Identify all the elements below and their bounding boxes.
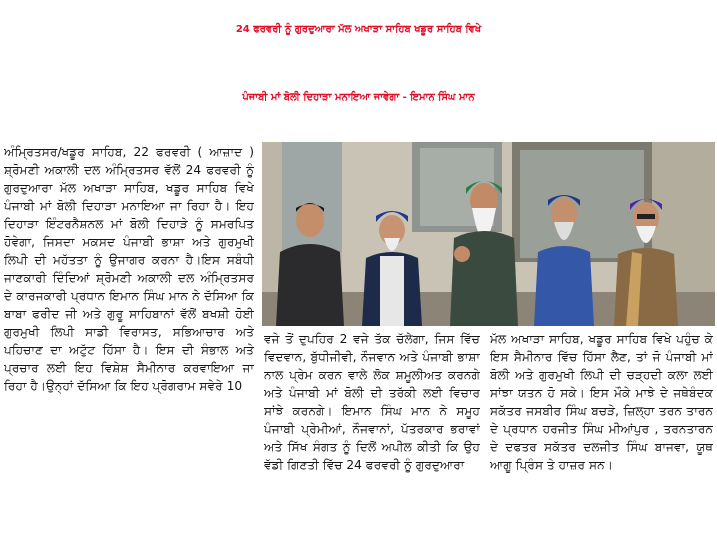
article-column-1: ਅੰਮ੍ਰਿਤਸਰ/ਖਡੂਰ ਸਾਹਿਬ, 22 ਫਰਵਰੀ ( ਆਜ਼ਾਦ ) ਸ਼੍ਰੋਮਣੀ ਅਕਾਲੀ ਦਲ ਅੰਮ੍ਰਿਤਸਰ ਵੱਲੋਂ 24 ਫਰਵਰੀ ਨੂੰ ਗੁਰਦੁਆਰਾ ਮੱਲ ਅਖਾੜਾ ਸਾਹਿਬ, ਖਡੂਰ ਸਾਹਿਬ ਵਿਖੇ ਪੰਜਾਬੀ ਮਾਂ ਬੋਲੀ ਦਿਹਾੜਾ ਮਨਾਇਆ ਜਾ ਰਿਹਾ ਹੈ। ਇਹ ਦਿਹਾੜਾ ਇੰਟਰਨੈਸ਼ਨਲ ਮਾਂ ਬੋਲੀ ਦਿਹਾੜੇ ਨੂੰ ਸਮਰਪਿਤ ਹੋਵੇਗਾ, ਜਿਸਦਾ ਮਕਸਦ ਪੰਜਾਬੀ ਭਾਸ਼ਾ ਅਤੇ ਗੁਰਮੁਖੀ ਲਿਪੀ ਦੀ ਮਹੱਤਤਾ ਨੂੰ ਉਜਾਗਰ ਕਰਨਾ ਹੈ।ਇਸ ਸਬੰਧੀ ਜਾਣਕਾਰੀ ਦਿੰਦਿਆਂ ਸ਼੍ਰੋਮਣੀ ਅਕਾਲੀ ਦਲ ਅੰਮ੍ਰਿਤਸਰ ਦੇ ਕਾਰਜਕਾਰੀ ਪ੍ਰਧਾਨ ਇਮਾਨ ਸਿੰਘ ਮਾਨ ਨੇ ਦੱਸਿਆ ਕਿ ਬਾਬਾ ਫਰੀਦ ਜੀ ਅਤੇ ਗੁਰੂ ਸਾਹਿਬਾਨਾਂ ਵੱਲੋਂ ਬਖਸ਼ੀ ਹੋਈ ਗੁਰਮੁਖੀ ਲਿਪੀ ਸਾਡੀ ਵਿਰਾਸਤ, ਸਭਿਆਚਾਰ ਅਤੇ ਪਹਿਚਾਣ ਦਾ ਅਟੁੱਟ ਹਿੱਸਾ ਹੈ। ਇਸ ਦੀ ਸੰਭਾਲ ਅਤੇ ਪ੍ਰਚਾਰ ਲਈ ਇਹ ਵਿਸ਼ੇਸ਼ ਸੈਮੀਨਾਰ ਕਰਵਾਇਆ ਜਾ ਰਿਹਾ ਹੈ।ਉਨ੍ਹਾਂ ਦੱਸਿਆ ਕਿ ਇਹ ਪ੍ਰੋਗਰਾਮ ਸਵੇਰੇ 10 bbox=[4, 145, 254, 393]
news-photo bbox=[262, 142, 715, 326]
headline-line-2: ਪੰਜਾਬੀ ਮਾਂ ਬੋਲੀ ਦਿਹਾੜਾ ਮਨਾਇਆ ਜਾਵੇਗਾ - ਇਮਾਨ ਸਿੰਘ ਮਾਨ bbox=[242, 92, 475, 103]
article-column-2: ਵਜੇ ਤੋਂ ਦੁਪਹਿਰ 2 ਵਜੇ ਤੱਕ ਚੱਲੇਗਾ, ਜਿਸ ਵਿੱਚ ਵਿਦਵਾਨ, ਬੁੱਧੀਜੀਵੀ, ਨੌਜਵਾਨ ਅਤੇ ਪੰਜਾਬੀ ਭਾਸ਼ਾ ਨਾਲ ਪ੍ਰੇਮ ਕਰਨ ਵਾਲੇ ਲੋਕ ਸ਼ਮੂਲੀਅਤ ਕਰਨਗੇ ਅਤੇ ਪੰਜਾਬੀ ਮਾਂ ਬੋਲੀ ਦੀ ਤਰੱਕੀ ਲਈ ਵਿਚਾਰ ਸਾਂਝੇ ਕਰਨਗੇ। ਇਮਾਨ ਸਿੰਘ ਮਾਨ ਨੇ ਸਮੂਹ ਪੰਜਾਬੀ ਪ੍ਰੇਮੀਆਂ, ਨੌਜਵਾਨਾਂ, ਪੱਤਰਕਾਰ ਭਰਾਵਾਂ ਅਤੇ ਸਿੱਖ ਸੰਗਤ ਨੂੰ ਦਿਲੋਂ ਅਪੀਲ ਕੀਤੀ ਕਿ ਉਹ ਵੱਡੀ ਗਿਣਤੀ ਵਿੱਚ 24 ਫਰਵਰੀ ਨੂੰ ਗੁਰਦੁਆਰਾ bbox=[264, 332, 480, 472]
headline-line-1: 24 ਫਰਵਰੀ ਨੂੰ ਗੁਰਦੁਆਰਾ ਮੱਲ ਅਖਾੜਾ ਸਾਹਿਬ ਖਡੂਰ ਸਾਹਿਬ ਵਿਖੇ bbox=[235, 24, 482, 35]
article-column-3: ਮੱਲ ਅਖਾੜਾ ਸਾਹਿਬ, ਖਡੂਰ ਸਾਹਿਬ ਵਿਖੇ ਪਹੁੰਚ ਕੇ ਇਸ ਸੈਮੀਨਾਰ ਵਿੱਚ ਹਿੱਸਾ ਲੈਣ, ਤਾਂ ਜੋ ਪੰਜਾਬੀ ਮਾਂ ਬੋਲੀ ਅਤੇ ਗੁਰਮੁਖੀ ਲਿਪੀ ਦੀ ਚੜ੍ਹਦੀ ਕਲਾ ਲਈ ਸਾਂਝਾ ਯਤਨ ਹੋ ਸਕੇ। ਇਸ ਮੌਕੇ ਮਾਝੇ ਦੇ ਜਥੇਬੰਦਕ ਸਕੱਤਰ ਜਸਬੀਰ ਸਿੰਘ ਬਚੜੇ, ਜ਼ਿਲ੍ਹਾ ਤਰਨ ਤਾਰਨ ਦੇ ਪ੍ਰਧਾਨ ਹਰਜੀਤ ਸਿੰਘ ਮੀਆਂਪੁਰ , ਤਰਨਤਾਰਨ ਦੇ ਦਫਤਰ ਸਕੱਤਰ ਦਲਜੀਤ ਸਿੰਘ ਬਾਜਵਾ, ਯੂਥ ਆਗੂ ਪ੍ਰਿੰਸ ਤੇ ਹਾਜ਼ਰ ਸਨ। bbox=[490, 332, 713, 472]
